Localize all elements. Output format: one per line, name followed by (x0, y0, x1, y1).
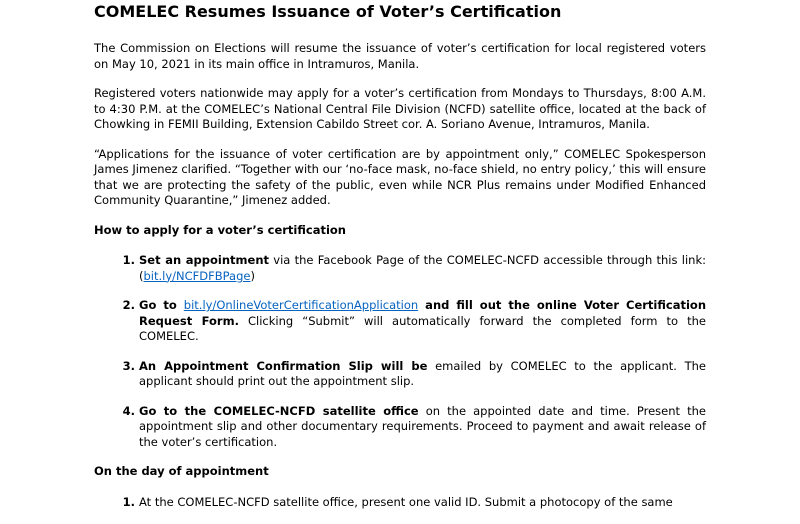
step-bold-text: and fill out the online Voter Certification Request Form. (139, 298, 707, 328)
step-text: At the COMELEC-NCFD satellite office, present one valid ID. Submit a photocopy of the same (139, 494, 673, 509)
step-text: emailed by COMELEC to the applicant. The applicant should print out the appointment slip. (139, 358, 706, 388)
document-body (94, 3, 706, 524)
paragraph-resumption: The Commission on Elections will resume the issuance of voter’s certification for local registered voters on May 10, 2021 in its main office in Intramuros, Manila. (94, 41, 706, 71)
list-item-set-appointment (139, 253, 706, 284)
list-item-present-id (139, 495, 706, 511)
paragraph-spokesperson-quote: “Applications for the issuance of voter certification are by appointment only,” COMELEC Spokesperson James Jimenez clarified. “Together with our ‘no-face mask, no-face shield, no entry policy,’ this will ensure that we are protecting the safety of the public, even while NCR Plus remains under Modified Enhanced Community Quarantine,” Jimenez added. (94, 146, 706, 207)
day-of-appointment-list (94, 495, 706, 511)
step-bold-text: Go to (139, 298, 184, 312)
step-text: on the appointed date and time. Present the appointment slip and other documentary requirements. Proceed to payment and await release of the voter’s certification. (139, 403, 707, 449)
step-bold-text: An Appointment Confirmation Slip will be (139, 358, 428, 373)
step-text: Clicking “Submit” will automatically forward the completed form to the COMELEC. (139, 313, 706, 343)
day-of-appointment-heading: On the day of appointment (94, 464, 269, 478)
document-title: COMELEC Resumes Issuance of Voter’s Certification (94, 2, 562, 21)
how-to-apply-heading: How to apply for a voter’s certification (94, 222, 346, 237)
step-text: via the Facebook Page of the COMELEC-NCFD accessible through this link: ( (139, 253, 706, 283)
paragraph-schedule: Registered voters nationwide may apply for a voter’s certification from Mondays to Thursdays, 8:00 A.M. to 4:30 P.M. at the COMELEC’s National Central File Division (NCFD) satellite office, located at the back of Chowking in FEMII Building, Extension Cabildo Street cor. A. Soriano Avenue, Intramuros, Manila. (94, 86, 706, 131)
step-bold-text: Set an appointment (139, 253, 270, 267)
how-to-apply-list (94, 253, 706, 450)
step-bold-text: Go to the COMELEC-NCFD satellite office (139, 403, 419, 418)
list-item-confirmation-slip (139, 359, 706, 390)
list-item-fill-form (139, 298, 706, 345)
online-application-link[interactable]: bit.ly/OnlineVoterCertificationApplication (183, 298, 419, 312)
ncfd-facebook-link[interactable]: bit.ly/NCFDFBPage (143, 268, 251, 283)
list-item-go-to-office (139, 404, 706, 451)
step-text-after: ) (250, 268, 255, 283)
